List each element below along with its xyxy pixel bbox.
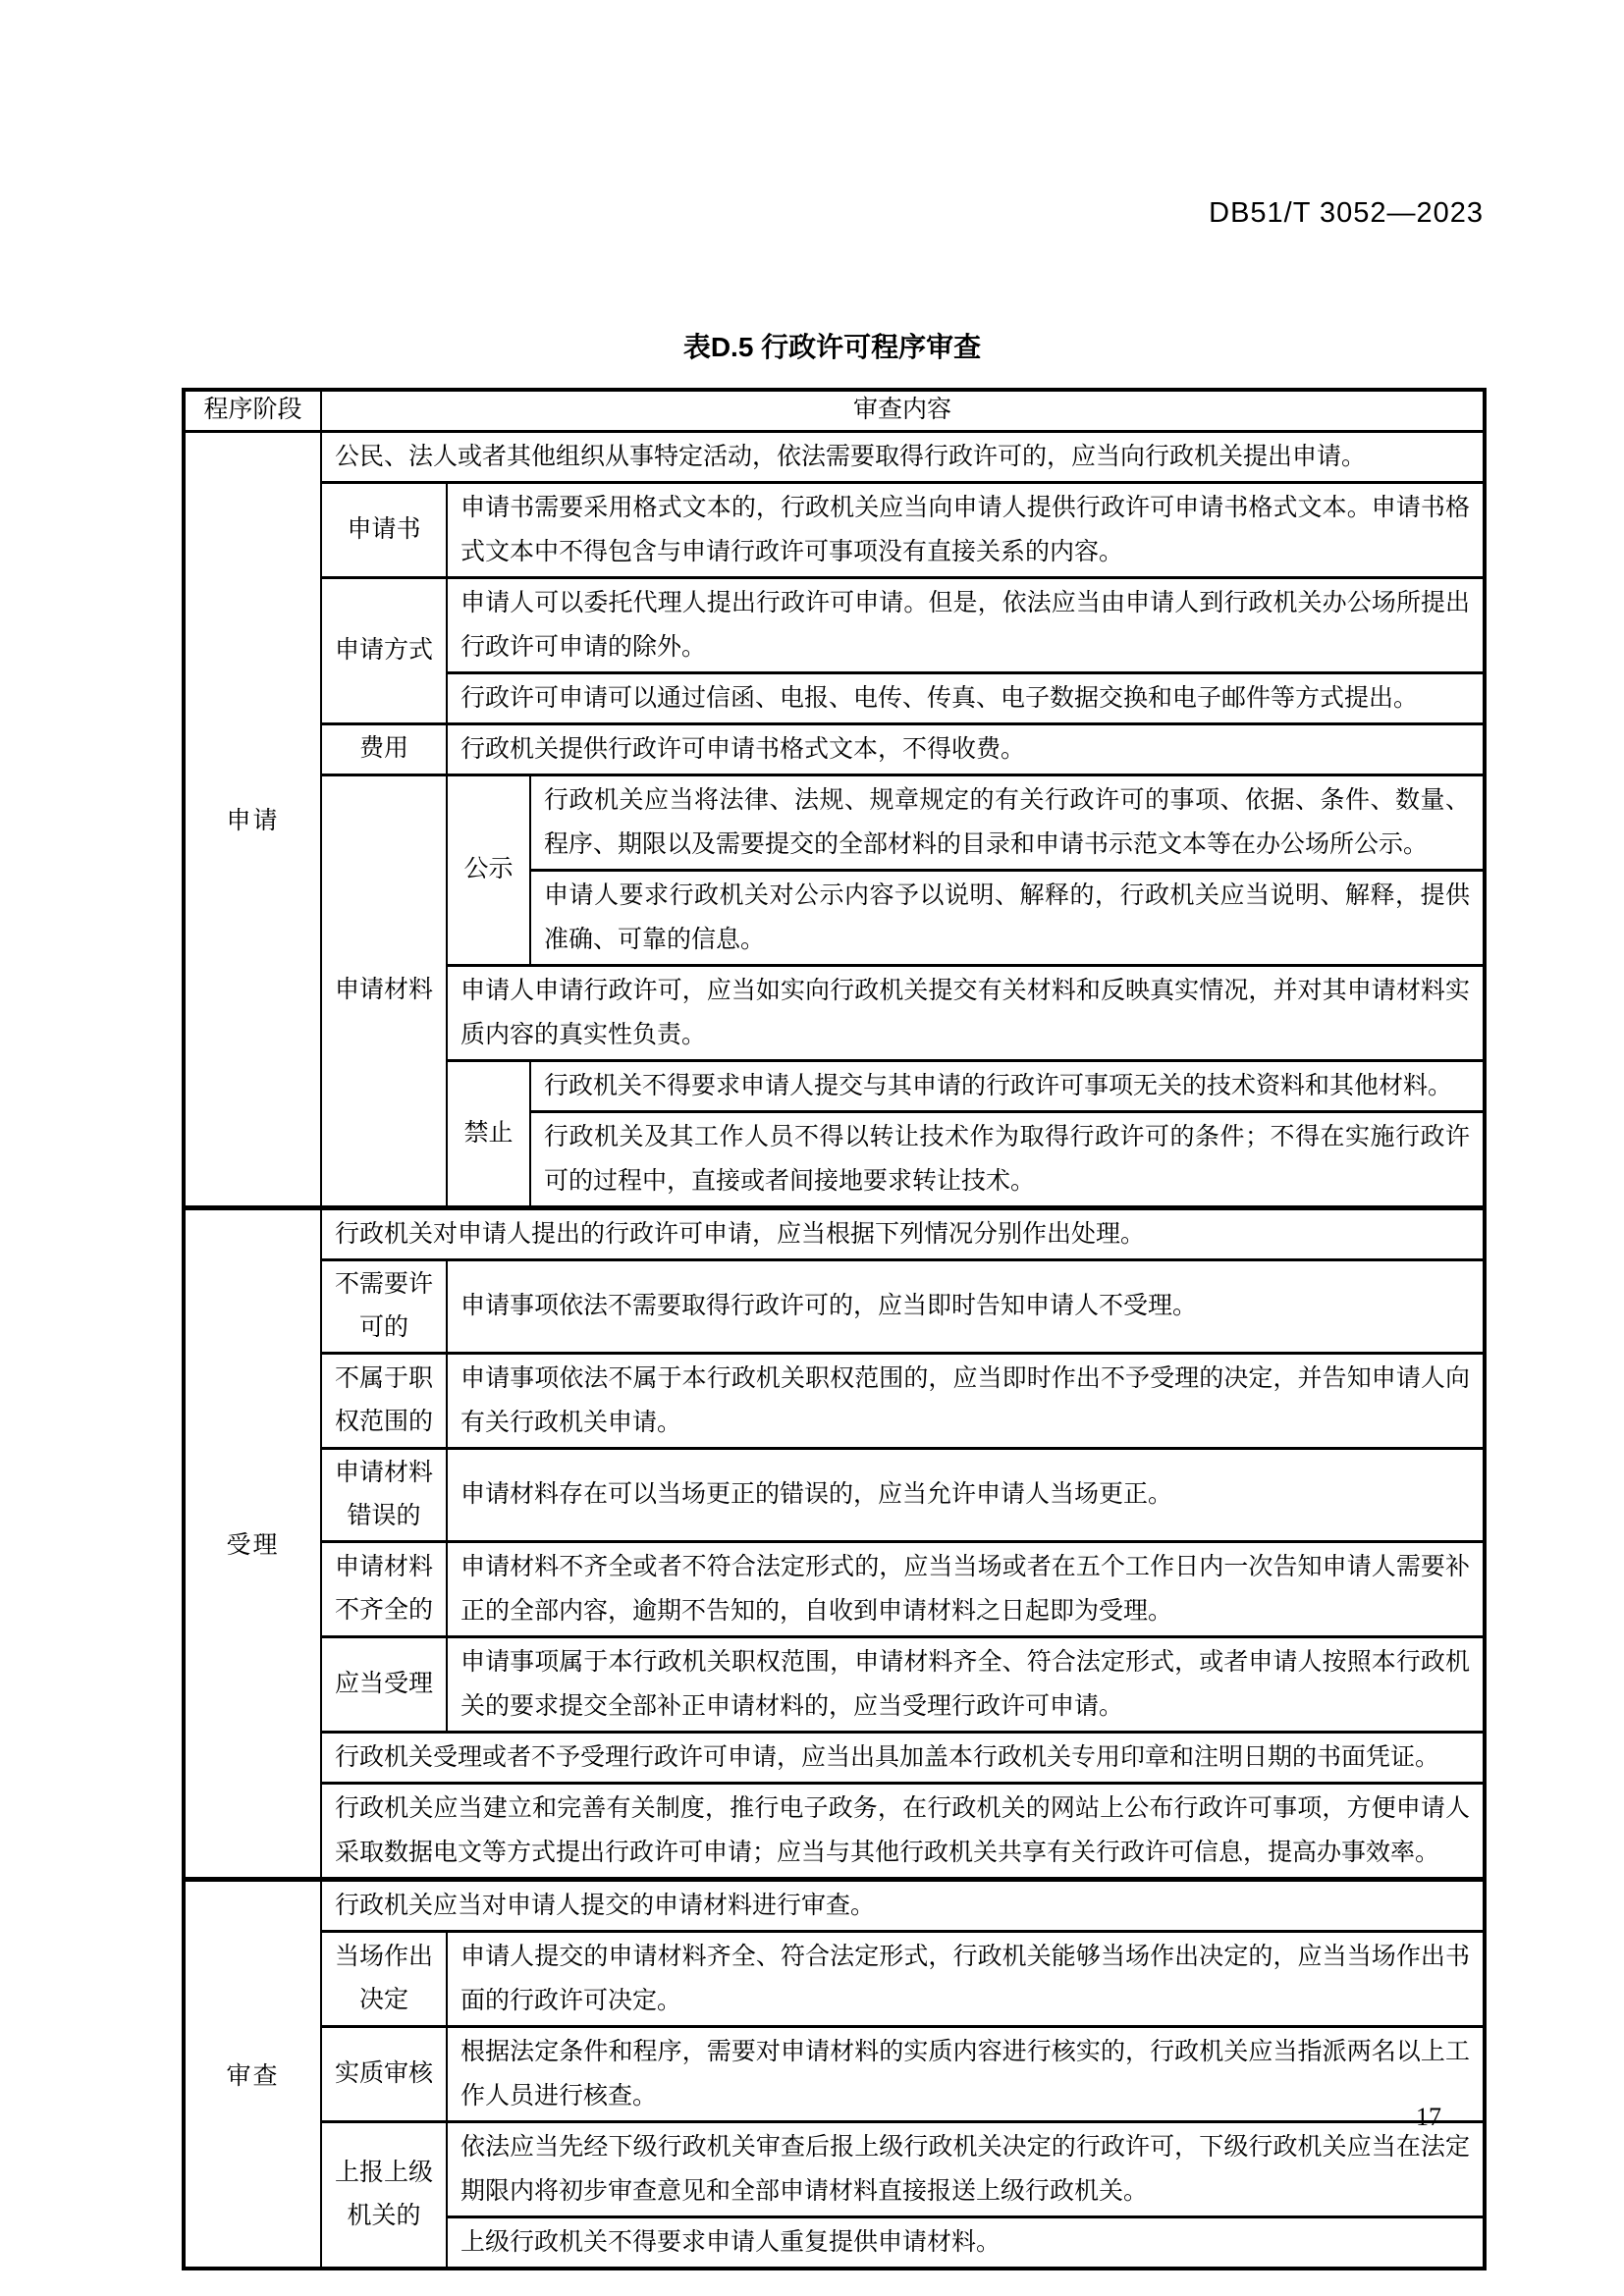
label-public-notice: 公示 [447,774,530,965]
procedure-review-table [182,388,1487,2270]
content-s2-intro: 行政机关对申请人提出的行政许可申请，应当根据下列情况分别作出处理。 [321,1207,1485,1259]
col-header-content: 审查内容 [321,390,1485,431]
col-header-stage: 程序阶段 [184,390,321,431]
content-application-method-1: 申请人可以委托代理人提出行政许可申请。但是，依法应当由申请人到行政机关办公场所提出行政许可申请的除外。 [447,577,1485,672]
content-s1-intro: 公民、法人或者其他组织从事特定活动，依法需要取得行政许可的，应当向行政机关提出申请。 [321,431,1485,482]
content-application-form: 申请书需要采用格式文本的，行政机关应当向申请人提供行政许可申请书格式文本。申请书格式文本中不得包含与申请行政许可事项没有直接关系的内容。 [447,482,1485,577]
content-report-superior-1: 依法应当先经下级行政机关审查后报上级行政机关决定的行政许可，下级行政机关应当在法定期限内将初步审查意见和全部申请材料直接报送上级行政机关。 [447,2121,1485,2216]
stage-cell-acceptance: 受理 [184,1207,321,1879]
label-report-superior: 上报上级机关的 [321,2121,447,2269]
content-fee: 行政机关提供行政许可申请书格式文本，不得收费。 [447,723,1485,774]
content-substantive-review: 根据法定条件和程序，需要对申请材料的实质内容进行核实的，行政机关应当指派两名以上工作人员进行核查。 [447,2026,1485,2121]
content-written-voucher: 行政机关受理或者不予受理行政许可申请，应当出具加盖本行政机关专用印章和注明日期的书面凭证。 [321,1732,1485,1783]
label-onsite-decision: 当场作出决定 [321,1931,447,2026]
content-prohibition-1: 行政机关不得要求申请人提交与其申请的行政许可事项无关的技术资料和其他材料。 [530,1060,1485,1111]
label-prohibition: 禁止 [447,1060,530,1207]
content-outside-authority: 申请事项依法不属于本行政机关职权范围的，应当即时作出不予受理的决定，并告知申请人向有关行政机关申请。 [447,1353,1485,1448]
content-materials-truthful: 申请人申请行政许可，应当如实向行政机关提交有关材料和反映真实情况，并对其申请材料实质内容的真实性负责。 [447,965,1485,1060]
content-material-errors: 申请材料存在可以当场更正的错误的，应当允许申请人当场更正。 [447,1448,1485,1541]
content-application-method-2: 行政许可申请可以通过信函、电报、电传、传真、电子数据交换和电子邮件等方式提出。 [447,672,1485,723]
content-onsite-decision: 申请人提交的申请材料齐全、符合法定形式，行政机关能够当场作出决定的，应当当场作出书面的行政许可决定。 [447,1931,1485,2026]
label-material-errors: 申请材料错误的 [321,1448,447,1541]
label-incomplete-materials: 申请材料不齐全的 [321,1541,447,1636]
content-should-accept: 申请事项属于本行政机关职权范围，申请材料齐全、符合法定形式，或者申请人按照本行政机关的要求提交全部补正申请材料的，应当受理行政许可申请。 [447,1636,1485,1732]
content-s3-intro: 行政机关应当对申请人提交的申请材料进行审查。 [321,1879,1485,1931]
doc-code: DB51/T 3052—2023 [1209,197,1484,229]
label-application-materials: 申请材料 [321,774,447,1207]
stage-cell-application: 申请 [184,431,321,1207]
label-application-form: 申请书 [321,482,447,577]
page-title: 表D.5 行政许可程序审查 [682,332,982,362]
content-public-notice-2: 申请人要求行政机关对公示内容予以说明、解释的，行政机关应当说明、解释，提供准确、可靠的信息。 [530,870,1485,965]
content-no-permit-needed: 申请事项依法不需要取得行政许可的，应当即时告知申请人不受理。 [447,1259,1485,1353]
label-application-method: 申请方式 [321,577,447,723]
stage-cell-review: 审查 [184,1879,321,2269]
content-prohibition-2: 行政机关及其工作人员不得以转让技术作为取得行政许可的条件；不得在实施行政许可的过程中，直接或者间接地要求转让技术。 [530,1111,1485,1207]
label-outside-authority: 不属于职权范围的 [321,1353,447,1448]
content-incomplete-materials: 申请材料不齐全或者不符合法定形式的，应当当场或者在五个工作日内一次告知申请人需要补正的全部内容，逾期不告知的，自收到申请材料之日起即为受理。 [447,1541,1485,1636]
label-substantive-review: 实质审核 [321,2026,447,2121]
label-fee: 费用 [321,723,447,774]
label-no-permit-needed: 不需要许可的 [321,1259,447,1353]
page-number: 17 [1416,2103,1441,2131]
content-egov: 行政机关应当建立和完善有关制度，推行电子政务，在行政机关的网站上公布行政许可事项，方便申请人采取数据电文等方式提出行政许可申请；应当与其他行政机关共享有关行政许可信息，提高办事效率。 [321,1783,1485,1879]
label-should-accept: 应当受理 [321,1636,447,1732]
content-public-notice-1: 行政机关应当将法律、法规、规章规定的有关行政许可的事项、依据、条件、数量、程序、期限以及需要提交的全部材料的目录和申请书示范文本等在办公场所公示。 [530,774,1485,870]
content-report-superior-2: 上级行政机关不得要求申请人重复提供申请材料。 [447,2216,1485,2269]
